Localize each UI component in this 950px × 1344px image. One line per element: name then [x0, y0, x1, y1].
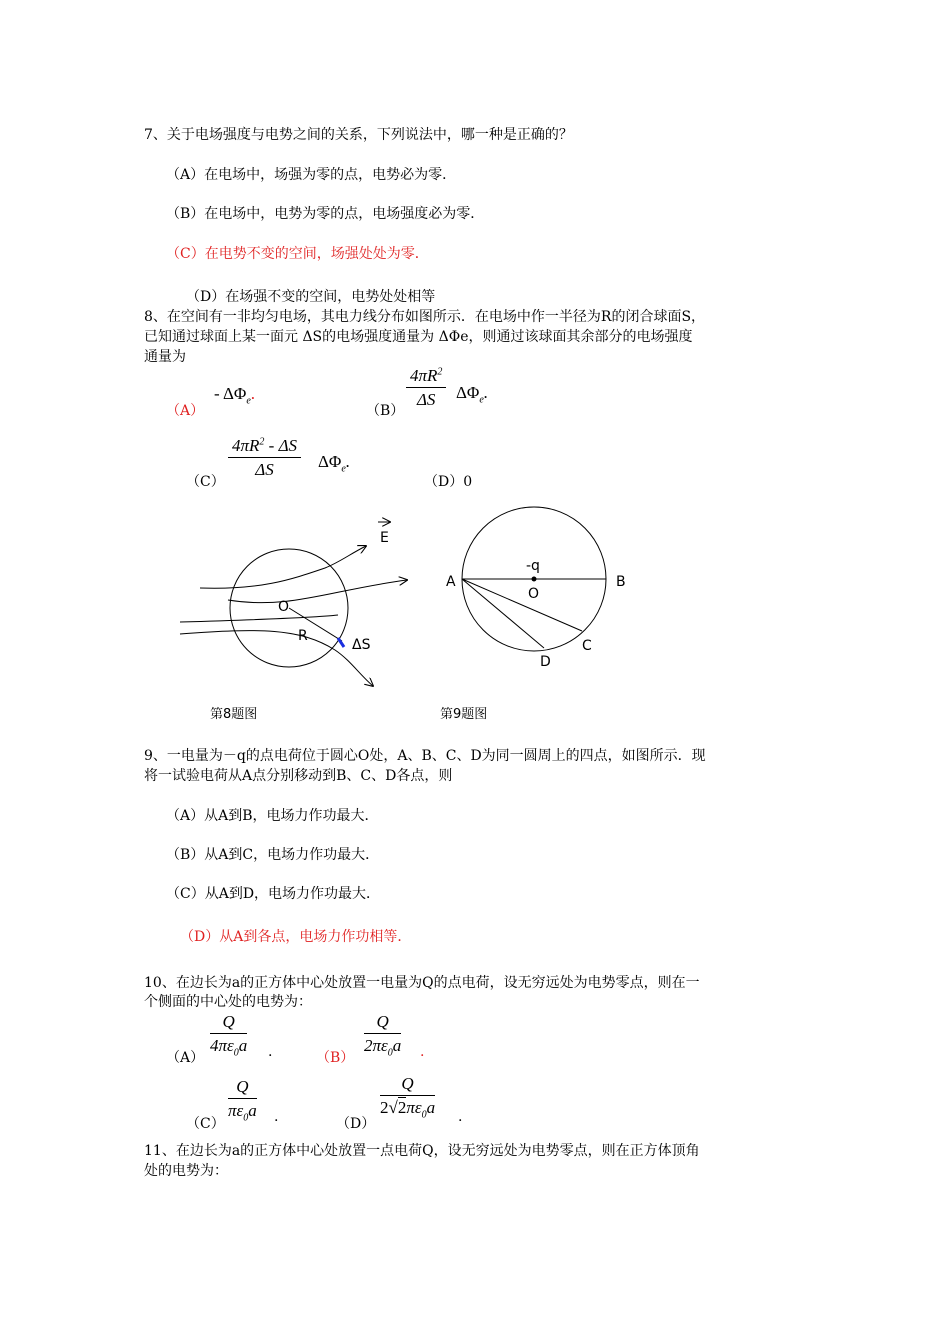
- label-c: C: [582, 638, 592, 654]
- label-o: O: [528, 586, 540, 602]
- figure-8-field-lines: [170, 510, 420, 700]
- label-o: O: [278, 599, 290, 615]
- label-delta-s: ΔS: [352, 637, 371, 653]
- q7-option-d: （D）在场强不变的空间，电势处处相等: [186, 289, 436, 305]
- field-line-4: [180, 631, 373, 686]
- q8-option-b-fraction: $\frac{4\pi R^2}{\Delta S}$: [406, 366, 446, 410]
- label-neg-q: -q: [526, 558, 540, 574]
- q8-option-c-tail: $\Delta\Phi_e$.: [318, 452, 351, 475]
- radius-line: [289, 608, 342, 641]
- q8-stem-line1: 8、在空间有一非均匀电场，其电力线分布如图所示．在电场中作一半径为R的闭合球面S，: [144, 309, 706, 325]
- q8-stem-line2: 已知通过球面上某一面元 ΔS的电场强度通量为 ΔΦe，则通过该球面其余部分的电场强度: [144, 329, 693, 345]
- q10-option-c-fraction: $\frac{Q}{\pi\varepsilon_0a}$: [228, 1077, 257, 1124]
- chord-ac: [462, 579, 582, 631]
- q7-stem: 7、关于电场强度与电势之间的关系，下列说法中，哪一种是正确的？: [144, 127, 573, 143]
- q10-option-a-fraction: $\frac{Q}{4\pi\varepsilon_0a}$: [210, 1012, 248, 1059]
- q10-option-c-label: （C）: [186, 1116, 225, 1132]
- q10-option-a-period: .: [268, 1044, 273, 1060]
- label-b: B: [616, 574, 626, 590]
- q10-option-d-fraction: $\frac{Q}{2√2\pi\varepsilon_0a}$: [380, 1074, 436, 1121]
- q11-stem-line2: 处的电势为：: [144, 1163, 228, 1179]
- q7-option-a: （A）在电场中，场强为零的点，电势必为零．: [166, 167, 457, 183]
- figure-9-caption: 第9题图: [440, 707, 488, 722]
- field-line-1: [200, 546, 366, 588]
- q10-option-d-period: .: [458, 1109, 463, 1125]
- q9-option-b: （B）从A到C，电场力作功最大．: [166, 847, 380, 863]
- center-dot: [532, 577, 537, 582]
- q8-option-c-label: （C）: [186, 474, 225, 490]
- figure-8-caption: 第8题图: [210, 707, 258, 722]
- q10-option-b-fraction: $\frac{Q}{2\pi\varepsilon_0a}$: [364, 1012, 402, 1059]
- q10-stem-line2: 个侧面的中心处的电势为：: [144, 994, 312, 1010]
- field-line-2: [228, 580, 407, 603]
- q8-option-c-fraction: $\frac{4\pi R^2 - \Delta S}{\Delta S}$: [228, 436, 301, 480]
- figure-9-circle: [440, 500, 640, 675]
- q8-stem-line3: 通量为: [144, 349, 186, 365]
- q11-stem-line1: 11、在边长为a的正方体中心处放置一点电荷Q，设无穷远处为电势零点，则在正方体顶角: [144, 1143, 700, 1159]
- label-d: D: [540, 654, 551, 670]
- q10-option-d-label: （D）: [336, 1116, 376, 1132]
- q9-stem-line1: 9、一电量为－q的点电荷位于圆心O处，A、B、C、D为同一圆周上的四点，如图所示．现: [144, 748, 706, 764]
- label-e: E: [380, 530, 389, 546]
- q8-option-b-tail: $\Delta\Phi_e$.: [456, 383, 489, 406]
- q10-option-a-label: （A）: [166, 1050, 205, 1066]
- q9-stem-line2: 将一试验电荷从A点分别移动到B、C、D各点，则: [144, 768, 453, 784]
- q10-stem-line1: 10、在边长为a的正方体中心处放置一电量为Q的点电荷，设无穷远处为电势零点，则在一: [144, 975, 700, 991]
- q10-option-b-period: .: [420, 1044, 425, 1060]
- surface-element-mark: [338, 638, 344, 647]
- q10-option-b-label: （B）: [316, 1050, 355, 1066]
- label-a: A: [446, 574, 456, 590]
- label-r: R: [298, 628, 308, 644]
- q8-option-a-label: （A）: [166, 403, 205, 419]
- q8-option-a-formula: - $\Delta\Phi_e$.: [214, 384, 256, 407]
- q9-option-a: （A）从A到B，电场力作功最大．: [166, 808, 379, 824]
- q9-option-c: （C）从A到D，电场力作功最大．: [166, 886, 381, 902]
- q7-option-b: （B）在电场中，电势为零的点，电场强度必为零．: [166, 206, 485, 222]
- field-line-3: [180, 615, 338, 622]
- q8-option-b-label: （B）: [366, 403, 405, 419]
- q7-option-c: （C）在电势不变的空间，场强处处为零．: [166, 246, 429, 262]
- q8-option-d: （D）0: [424, 474, 473, 490]
- q9-option-d: （D）从A到各点，电场力作功相等．: [180, 929, 412, 945]
- q10-option-c-period: .: [274, 1109, 279, 1125]
